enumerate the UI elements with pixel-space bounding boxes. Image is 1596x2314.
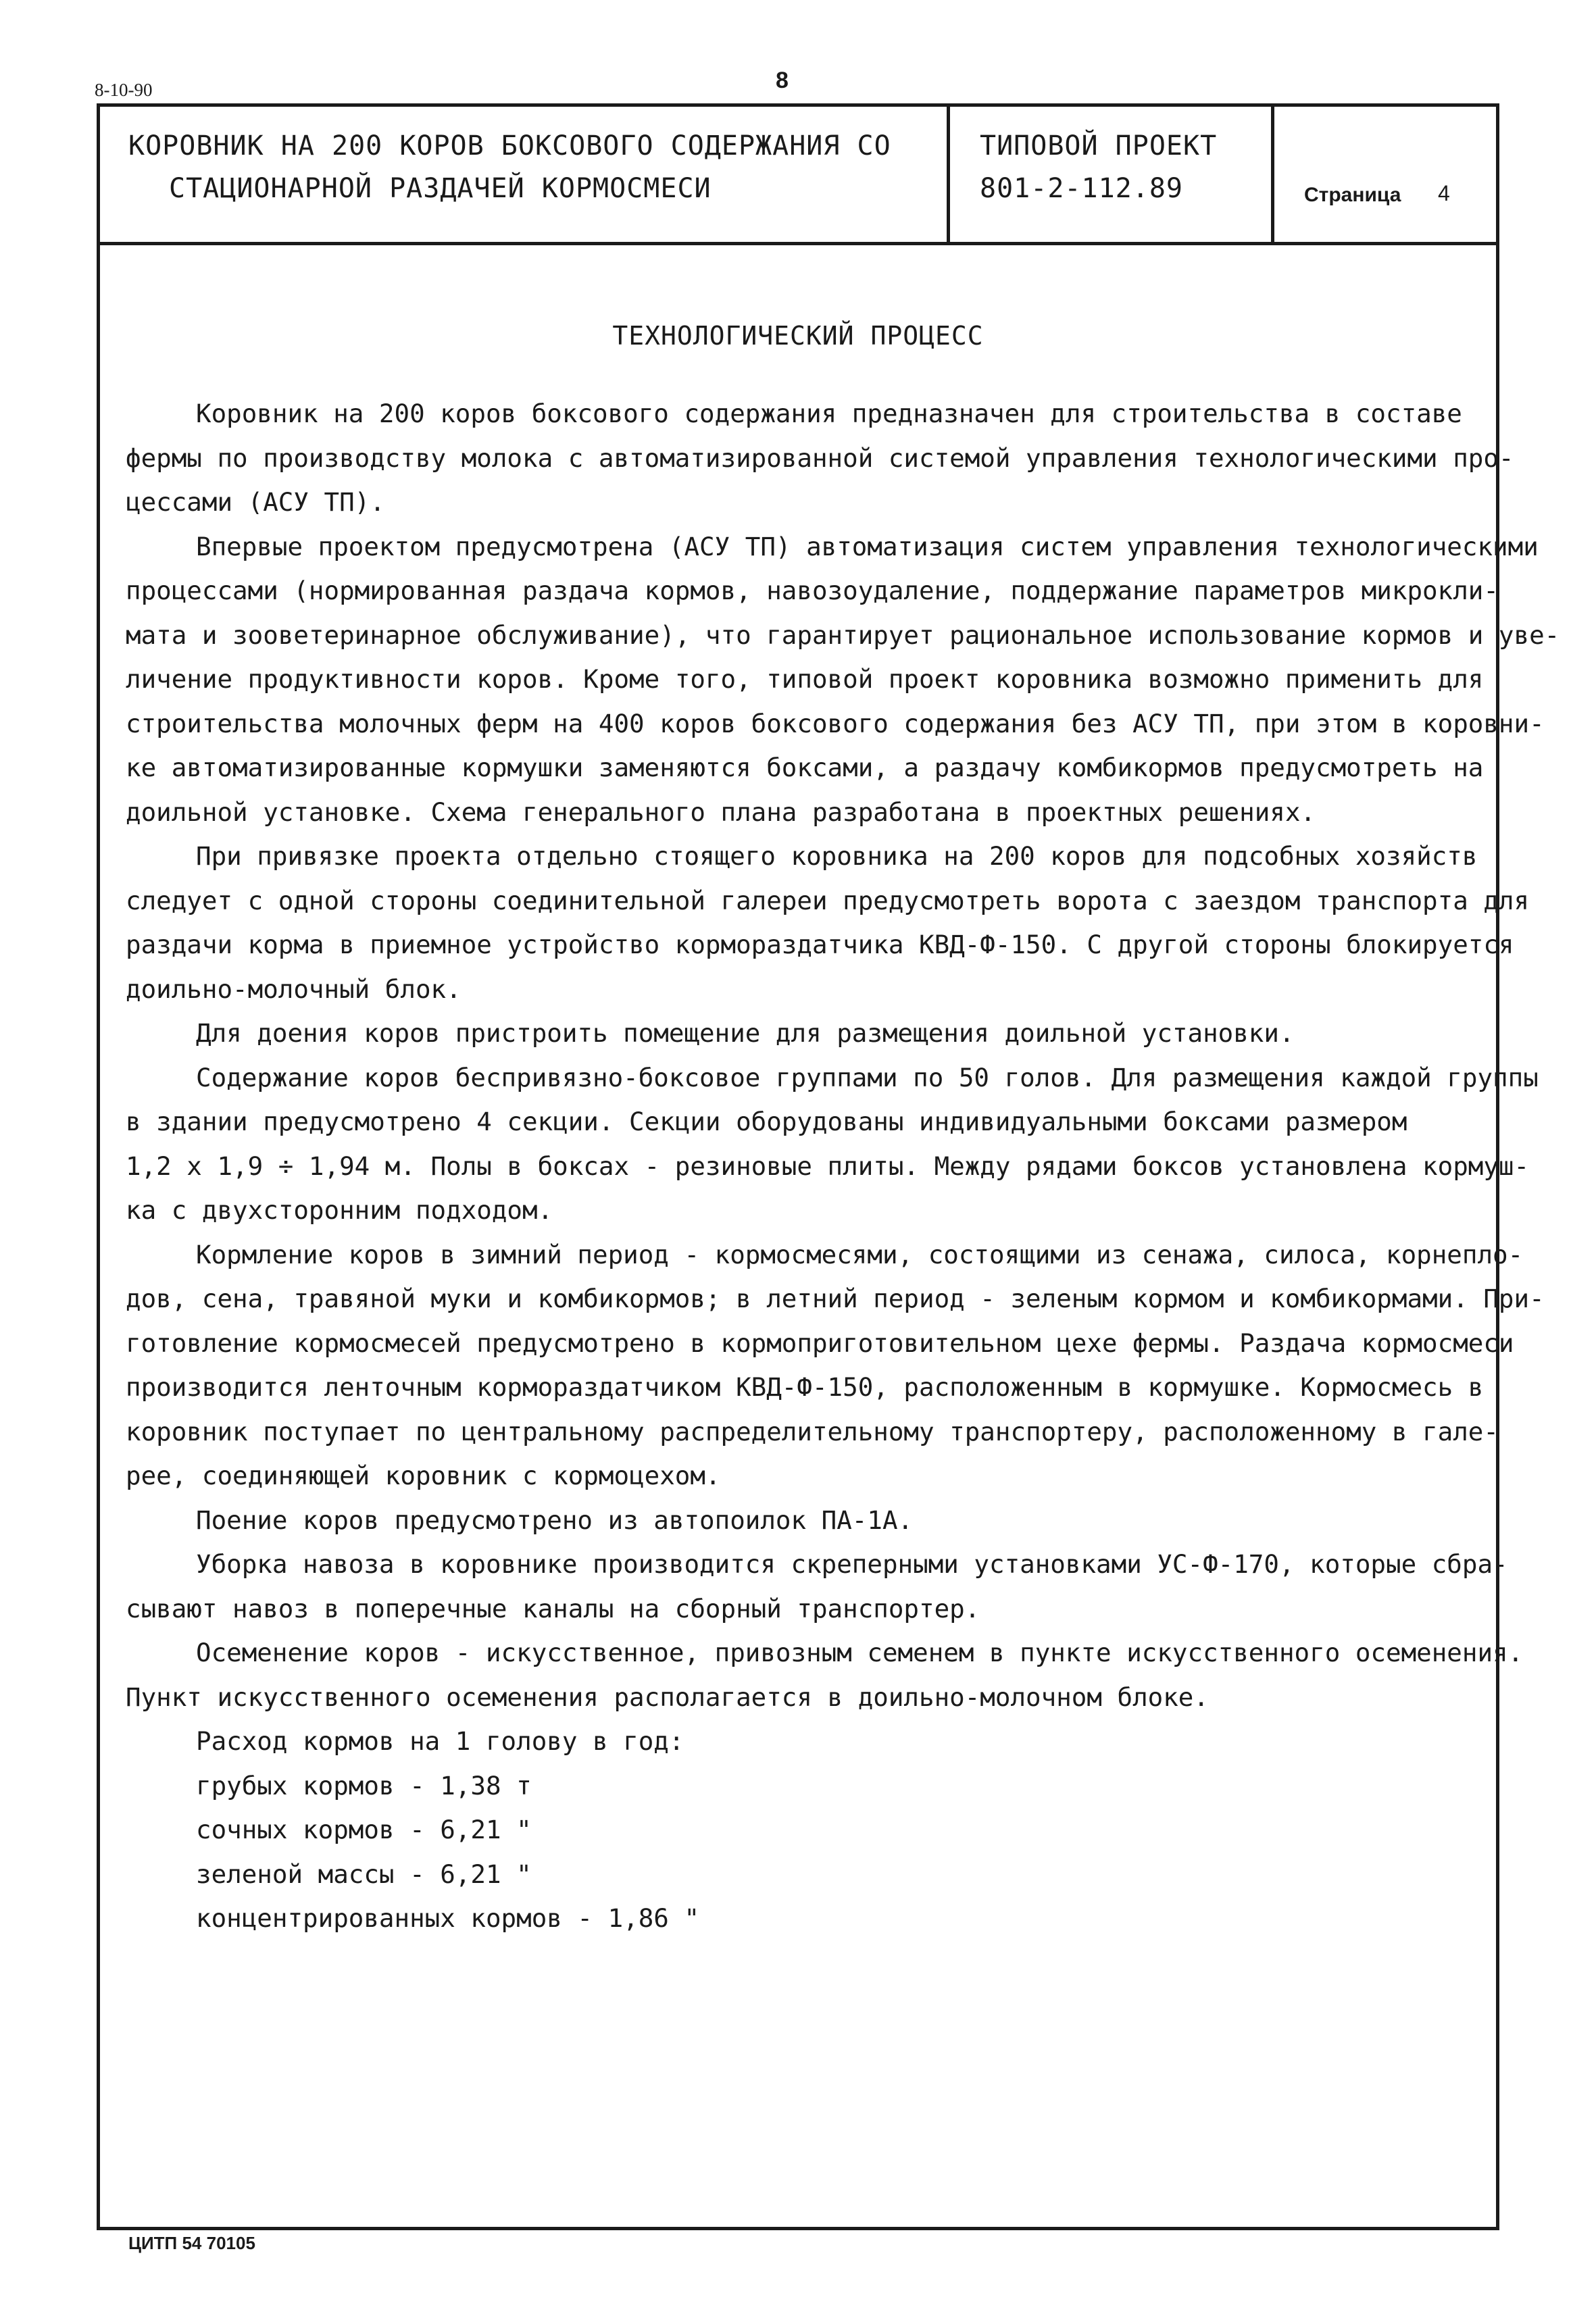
section-heading: ТЕХНОЛОГИЧЕСКИЙ ПРОЦЕСС xyxy=(612,321,984,351)
text-line: Осеменение коров - искусственное, привозным семенем в пункте искусственного осеменения. xyxy=(196,1638,1524,1667)
feed-list-item: зеленой массы - 6,21 " xyxy=(196,1859,532,1889)
title-block-divider-2 xyxy=(1271,107,1274,243)
title-block-bottom-rule xyxy=(100,242,1496,245)
text-line: личение продуктивности коров. Кроме того, типовой проект коровника возможно применить для xyxy=(126,664,1484,694)
text-line: строительства молочных ферм на 400 коров боксового содержания без АСУ ТП, при этом в коровни- xyxy=(126,708,1545,738)
title-block-divider-1 xyxy=(947,107,950,243)
text-line: 1,2 x 1,9 ÷ 1,94 м. Полы в боксах - резиновые плиты. Между рядами боксов установлена кормуш- xyxy=(126,1151,1530,1181)
text-line: цессами (АСУ ТП). xyxy=(126,487,385,517)
text-line: процессами (нормированная раздача кормов, навозоудаление, поддержание параметров микрокли- xyxy=(126,576,1499,605)
text-line: Расход кормов на 1 голову в год: xyxy=(196,1726,684,1756)
document-title-line-1: КОРОВНИК НА 200 КОРОВ БОКСОВОГО СОДЕРЖАНИЯ СО xyxy=(128,130,891,161)
text-line: Уборка навоза в коровнике производится скреперными установками УС-Ф-170, которые сбра- xyxy=(196,1549,1508,1579)
text-line: Содержание коров беспривязно-боксовое группами по 50 голов. Для размещения каждой группы xyxy=(196,1062,1539,1092)
feed-list-item: сочных кормов - 6,21 " xyxy=(196,1815,532,1844)
text-line: ке автоматизированные кормушки заменяются боксами, а раздачу комбикормов предусмотреть на xyxy=(126,753,1484,782)
text-line: Для доения коров пристроить помещение для размещения доильной установки. xyxy=(196,1018,1295,1048)
project-label: ТИПОВОЙ ПРОЕКТ xyxy=(980,130,1218,161)
sheet-number: 8 xyxy=(776,68,789,93)
footer-stamp: ЦИТП 54 70105 xyxy=(128,2233,255,2253)
text-line: мата и зооветеринарное обслуживание), что гарантирует рациональное использование кормов и уве- xyxy=(126,620,1560,650)
text-line: следует с одной стороны соединительной галереи предусмотреть ворота с заездом транспорта для xyxy=(126,885,1530,915)
document-title-line-2: СТАЦИОНАРНОЙ РАЗДАЧЕЙ КОРМОСМЕСИ xyxy=(169,173,712,204)
text-line: доильно-молочный блок. xyxy=(126,974,462,1004)
text-line: сывают навоз в поперечные каналы на сборный транспортер. xyxy=(126,1593,980,1624)
text-line: ка с двухсторонним подходом. xyxy=(126,1195,553,1225)
text-line: рее, соединяющей коровник с кормоцехом. xyxy=(126,1461,721,1490)
body-text xyxy=(126,392,1560,1941)
text-line: Коровник на 200 коров боксового содержания предназначен для строительства в составе xyxy=(196,399,1462,428)
text-line: дов, сена, травяной муки и комбикормов; в летний период - зеленым кормом и комбикормами. При- xyxy=(126,1284,1545,1313)
feed-list-item: концентрированных кормов - 1,86 " xyxy=(196,1903,700,1933)
feed-list xyxy=(126,1764,1457,1941)
feed-list-item: грубых кормов - 1,38 т xyxy=(196,1770,532,1801)
text-line: фермы по производству молока с автоматизированной системой управления технологическими про- xyxy=(126,443,1514,473)
page-label: Страница xyxy=(1304,184,1401,206)
text-line: готовление кормосмесей предусмотрено в кормоприготовительном цехе фермы. Раздача кормосмеси xyxy=(126,1328,1514,1358)
text-line: раздачи корма в приемное устройство кормораздатчика КВД-Ф-150. С другой стороны блокируется xyxy=(126,930,1514,959)
text-line: коровник поступает по центральному распределительному транспортеру, расположенному в гале- xyxy=(126,1416,1499,1447)
page-number: 4 xyxy=(1438,181,1450,205)
text-line: в здании предусмотрено 4 секции. Секции оборудованы индивидуальными боксами размером xyxy=(126,1107,1407,1136)
text-line: Поение коров предусмотрено из автопоилок ПА-1А. xyxy=(196,1505,914,1535)
text-line: Впервые проектом предусмотрена (АСУ ТП) автоматизация систем управления технологическими xyxy=(196,531,1539,561)
text-line: доильной установке. Схема генерального плана разработана в проектных решениях. xyxy=(126,797,1316,827)
project-code: 801-2-112.89 xyxy=(980,173,1183,204)
text-line: При привязке проекта отдельно стоящего коровника на 200 коров для подсобных хозяйств xyxy=(196,841,1478,871)
text-line: производится ленточным кормораздатчиком КВД-Ф-150, расположенным в кормушке. Кормосмесь в xyxy=(126,1372,1484,1402)
text-line: Пункт искусственного осеменения располагается в доильно-молочном блоке. xyxy=(126,1682,1209,1712)
text-line: Кормление коров в зимний период - кормосмесями, состоящими из сенажа, силоса, корнепло- xyxy=(196,1239,1524,1269)
corner-date: 8-10-90 xyxy=(95,80,153,100)
